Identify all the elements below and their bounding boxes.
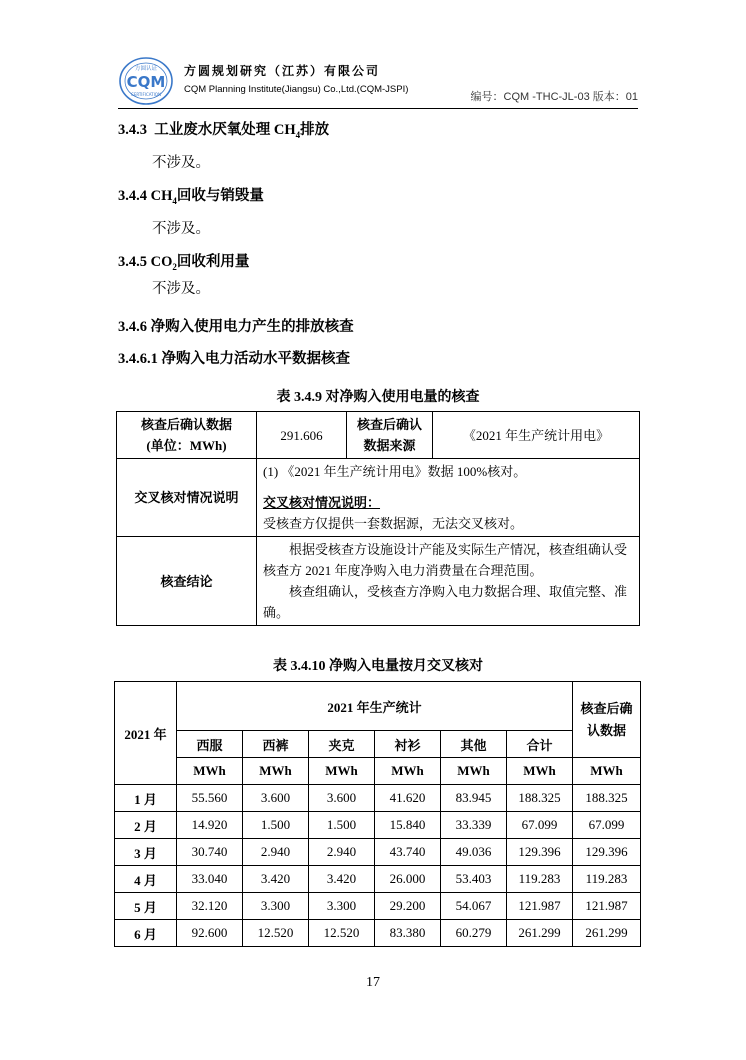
table-row xyxy=(117,412,640,459)
table-row xyxy=(117,537,640,626)
data-source-label: 核查后确认 数据来源 xyxy=(347,412,433,459)
data-source-value: 《2021 年生产统计用电》 xyxy=(433,412,640,459)
header-divider xyxy=(118,108,638,109)
value-cell: 54.067 xyxy=(441,893,507,920)
month-cell: 6 月 xyxy=(115,920,177,947)
unit-cell: MWh xyxy=(177,758,243,785)
conclusion-paragraph-2: 核查组确认，受核查方净购入电力数据合理、取值完整、准确。 xyxy=(263,584,628,620)
value-cell: 12.520 xyxy=(243,920,309,947)
conclusion-label: 核查结论 xyxy=(117,537,257,626)
column-header: 西裤 xyxy=(243,731,309,758)
table-monthly-cross-check xyxy=(114,681,641,947)
value-cell: 129.396 xyxy=(507,839,573,866)
conclusion-content xyxy=(257,537,640,626)
body-3-4-4: 不涉及。 xyxy=(152,221,210,237)
value-cell: 119.283 xyxy=(507,866,573,893)
value-cell: 188.325 xyxy=(507,785,573,812)
table-row xyxy=(115,785,641,812)
body-3-4-5: 不涉及。 xyxy=(152,281,210,297)
value-cell: 41.620 xyxy=(375,785,441,812)
confirmed-unit-cell: MWh xyxy=(573,758,641,785)
month-cell: 2 月 xyxy=(115,812,177,839)
org-name-en: CQM Planning Institute(Jiangsu) Co.,Ltd.(CQM-JSPI) xyxy=(184,84,409,95)
unit-cell: MWh xyxy=(309,758,375,785)
value-cell: 49.036 xyxy=(441,839,507,866)
value-cell: 119.283 xyxy=(573,866,641,893)
cqm-logo xyxy=(118,56,174,106)
value-cell: 83.945 xyxy=(441,785,507,812)
value-cell: 3.420 xyxy=(309,866,375,893)
value-cell: 3.600 xyxy=(243,785,309,812)
table-row xyxy=(115,839,641,866)
heading-3-4-5: 3.4.5 $CO_2$回收利用量 xyxy=(118,254,250,272)
table-caption-3-4-10: 表 3.4.10 净购入电量按月交叉核对 xyxy=(273,659,483,674)
document-number: 编号：CQM -THC-JL-03 版本：01 xyxy=(470,91,638,103)
value-cell: 1.500 xyxy=(243,812,309,839)
body-3-4-3: 不涉及。 xyxy=(152,155,210,171)
unit-cell: MWh xyxy=(441,758,507,785)
value-cell: 188.325 xyxy=(573,785,641,812)
column-header: 其他 xyxy=(441,731,507,758)
value-cell: 3.300 xyxy=(309,893,375,920)
org-name-cn: 方圆规划研究（江苏）有限公司 xyxy=(184,64,381,78)
table-row xyxy=(117,459,640,537)
value-cell: 33.339 xyxy=(441,812,507,839)
value-cell: 15.840 xyxy=(375,812,441,839)
column-header: 衬衫 xyxy=(375,731,441,758)
value-cell: 2.940 xyxy=(309,839,375,866)
table-row xyxy=(115,812,641,839)
table-row xyxy=(115,920,641,947)
heading-3-4-6: 3.4.6 净购入使用电力产生的排放核查 xyxy=(118,319,354,335)
month-cell: 1 月 xyxy=(115,785,177,812)
value-cell: 129.396 xyxy=(573,839,641,866)
month-cell: 5 月 xyxy=(115,893,177,920)
value-cell: 67.099 xyxy=(573,812,641,839)
conclusion-paragraph-1: 根据受核查方设施设计产能及实际生产情况，核查组确认受核查方 2021 年度净购入电力消费量在合理范围。 xyxy=(263,542,628,578)
value-cell: 67.099 xyxy=(507,812,573,839)
month-cell: 4 月 xyxy=(115,866,177,893)
confirmed-data-label: 核查后确认数据 (单位：MWh) xyxy=(117,412,257,459)
month-cell: 3 月 xyxy=(115,839,177,866)
value-cell: 60.279 xyxy=(441,920,507,947)
heading-3-4-3: 3.4.3 工业废水厌氧处理 $CH_4$排放 xyxy=(118,122,330,140)
confirmed-header: 核查后确认数据 xyxy=(573,682,641,758)
page-header xyxy=(118,56,638,108)
table-row xyxy=(115,893,641,920)
table-electricity-verification xyxy=(116,411,640,626)
stats-header: 2021 年生产统计 xyxy=(177,682,573,731)
value-cell: 53.403 xyxy=(441,866,507,893)
value-cell: 33.040 xyxy=(177,866,243,893)
value-cell: 12.520 xyxy=(309,920,375,947)
value-cell: 55.560 xyxy=(177,785,243,812)
column-header: 西服 xyxy=(177,731,243,758)
value-cell: 92.600 xyxy=(177,920,243,947)
cross-check-content xyxy=(257,459,640,537)
cross-check-label: 交叉核对情况说明 xyxy=(117,459,257,537)
confirmed-data-value: 291.606 xyxy=(257,412,347,459)
cross-check-subheading: 交叉核对情况说明： xyxy=(263,495,381,510)
value-cell: 1.500 xyxy=(309,812,375,839)
cross-check-line-2: 受核查方仅提供一套数据源，无法交叉核对。 xyxy=(263,516,524,531)
table-row xyxy=(115,866,641,893)
unit-cell: MWh xyxy=(507,758,573,785)
value-cell: 261.299 xyxy=(573,920,641,947)
value-cell: 3.300 xyxy=(243,893,309,920)
heading-3-4-4: 3.4.4 $CH_4$回收与销毁量 xyxy=(118,188,264,206)
logo-top-text: 方圆认证 xyxy=(134,66,158,72)
value-cell: 3.600 xyxy=(309,785,375,812)
value-cell: 3.420 xyxy=(243,866,309,893)
logo-bottom-text: CERTIFICATION xyxy=(131,92,161,97)
year-header: 2021 年 xyxy=(115,682,177,785)
value-cell: 32.120 xyxy=(177,893,243,920)
logo-main-text: CQM xyxy=(126,73,166,91)
value-cell: 121.987 xyxy=(507,893,573,920)
value-cell: 2.940 xyxy=(243,839,309,866)
value-cell: 261.299 xyxy=(507,920,573,947)
column-header: 合计 xyxy=(507,731,573,758)
value-cell: 26.000 xyxy=(375,866,441,893)
table-caption-3-4-9: 表 3.4.9 对净购入使用电量的核查 xyxy=(276,390,480,405)
column-header: 夹克 xyxy=(309,731,375,758)
value-cell: 121.987 xyxy=(573,893,641,920)
value-cell: 29.200 xyxy=(375,893,441,920)
value-cell: 83.380 xyxy=(375,920,441,947)
value-cell: 14.920 xyxy=(177,812,243,839)
value-cell: 30.740 xyxy=(177,839,243,866)
value-cell: 43.740 xyxy=(375,839,441,866)
cross-check-line-1: (1) 《2021 年生产统计用电》数据 100%核对。 xyxy=(263,464,527,479)
unit-cell: MWh xyxy=(375,758,441,785)
page-number: 17 xyxy=(366,975,380,990)
unit-cell: MWh xyxy=(243,758,309,785)
heading-3-4-6-1: 3.4.6.1 净购入电力活动水平数据核查 xyxy=(118,351,350,367)
